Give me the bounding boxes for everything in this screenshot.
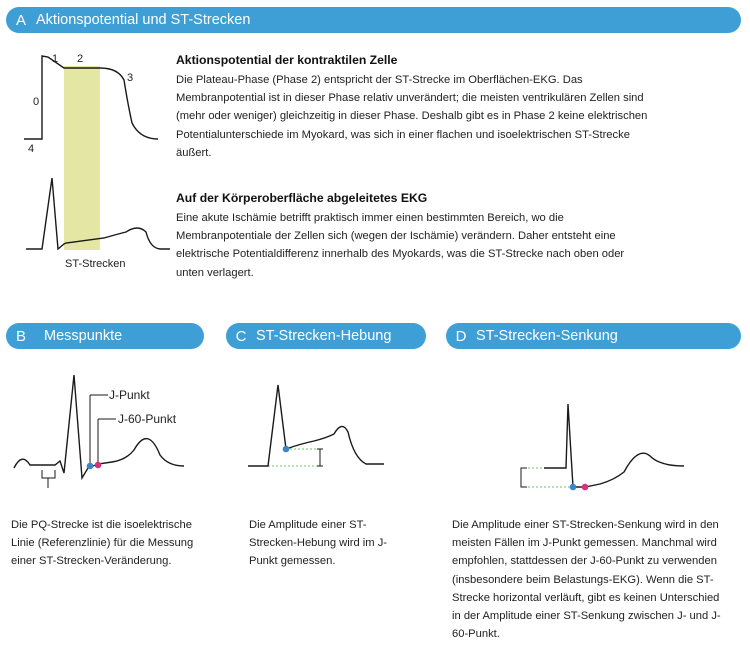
- panel-d-line: Die Amplitude einer ST-Strecken-Senkung wird in den: [452, 519, 719, 531]
- panel-d-line: meisten Fällen im J-Punkt gemessen. Manchmal wird: [452, 537, 717, 550]
- j60-point-label: J-60-Punkt: [118, 412, 177, 426]
- section1-heading: Aktionspotential der kontraktilen Zelle: [176, 53, 398, 67]
- section2-line: elektrische Potentialdifferenz innerhalb des Myokards, was die ST-Strecke nach oben oder: [176, 248, 625, 261]
- section2-line: Eine akute Ischämie betrifft praktisch immer einen bestimmten Bereich, wo die: [176, 212, 564, 224]
- panel-c-line: Punkt gemessen.: [249, 555, 336, 568]
- section1-line: Membranpotential ist in dieser Phase relativ unverändert; die meisten ventrikulären Zellen sind: [176, 92, 644, 105]
- phase-label-3: 3: [127, 72, 134, 84]
- banner-d-letter: D: [455, 327, 467, 345]
- section2-line: unten verlagert.: [176, 266, 254, 279]
- section1-line: (mehr oder weniger) gleichzeitig in dieser Phase. Deshalb gibt es in Phase 2 keine elektrischen: [176, 110, 648, 123]
- banner-b-title: Messpunkte: [44, 328, 123, 344]
- panel-b-line: einer ST-Strecken-Veränderung.: [11, 555, 172, 568]
- panel-d-line: Strecke horizontal verläuft, gibt es keinen Unterschied: [452, 591, 720, 604]
- panel-c-line: Strecken-Hebung wird im J-: [249, 537, 388, 550]
- banner-c-letter: C: [235, 327, 247, 345]
- st-strecken-label: ST-Strecken: [65, 258, 126, 270]
- panel-d-description: [452, 516, 721, 643]
- panel-d-line: (insbesondere beim Belastungs-EKG). Wenn die ST-: [452, 573, 714, 586]
- phase-label-0: 0: [33, 96, 40, 108]
- section1-line: Die Plateau-Phase (Phase 2) entspricht der ST-Strecke im Oberflächen-EKG. Das: [176, 74, 583, 86]
- phase-label-4: 4: [28, 143, 35, 155]
- banner-d-title: ST-Strecken-Senkung: [476, 328, 618, 344]
- section2-heading: Auf der Körperoberfläche abgeleitetes EKG: [176, 191, 428, 205]
- panel-c-description: [249, 516, 387, 571]
- amplitude-bracket-d: [521, 468, 527, 487]
- banner-b-letter: B: [15, 327, 26, 345]
- panel-d-line: 60-Punkt.: [452, 628, 500, 641]
- section1-line: Potentialunterschiede im Myokard, was sich in einer flachen und isoelektrischen ST-Strecke: [176, 128, 630, 141]
- j-point-marker-d: [570, 484, 577, 491]
- panel-b-line: Die PQ-Strecke ist die isoelektrische: [11, 519, 192, 531]
- section1-line: äußert.: [176, 146, 212, 159]
- panel-d-line: in der Amplitude einer ST-Senkung zwischen J- und J-: [452, 610, 721, 623]
- banner-c-title: ST-Strecken-Hebung: [256, 328, 392, 344]
- panel-b-line: Linie (Referenzlinie) für die Messung: [11, 537, 194, 550]
- ecg-curve-d: [544, 404, 684, 487]
- section2-line: Membranpotentiale der Zellen sich (wegen der Ischämie) verändern. Daher entsteht eine: [176, 230, 616, 243]
- banner-a-letter: A: [15, 11, 26, 29]
- panel-c-line: Die Amplitude einer ST-: [249, 519, 367, 531]
- j-point-label: J-Punkt: [109, 388, 150, 402]
- banner-a-title: Aktionspotential und ST-Strecken: [36, 12, 251, 28]
- j60-point-marker-d: [582, 484, 589, 491]
- phase-label-1: 1: [52, 53, 59, 65]
- panel-b-description: [11, 516, 193, 571]
- panel-d-line: empfohlen, stattdessen der J-60-Punkt zu verwenden: [452, 555, 717, 568]
- phase-label-2: 2: [77, 53, 84, 65]
